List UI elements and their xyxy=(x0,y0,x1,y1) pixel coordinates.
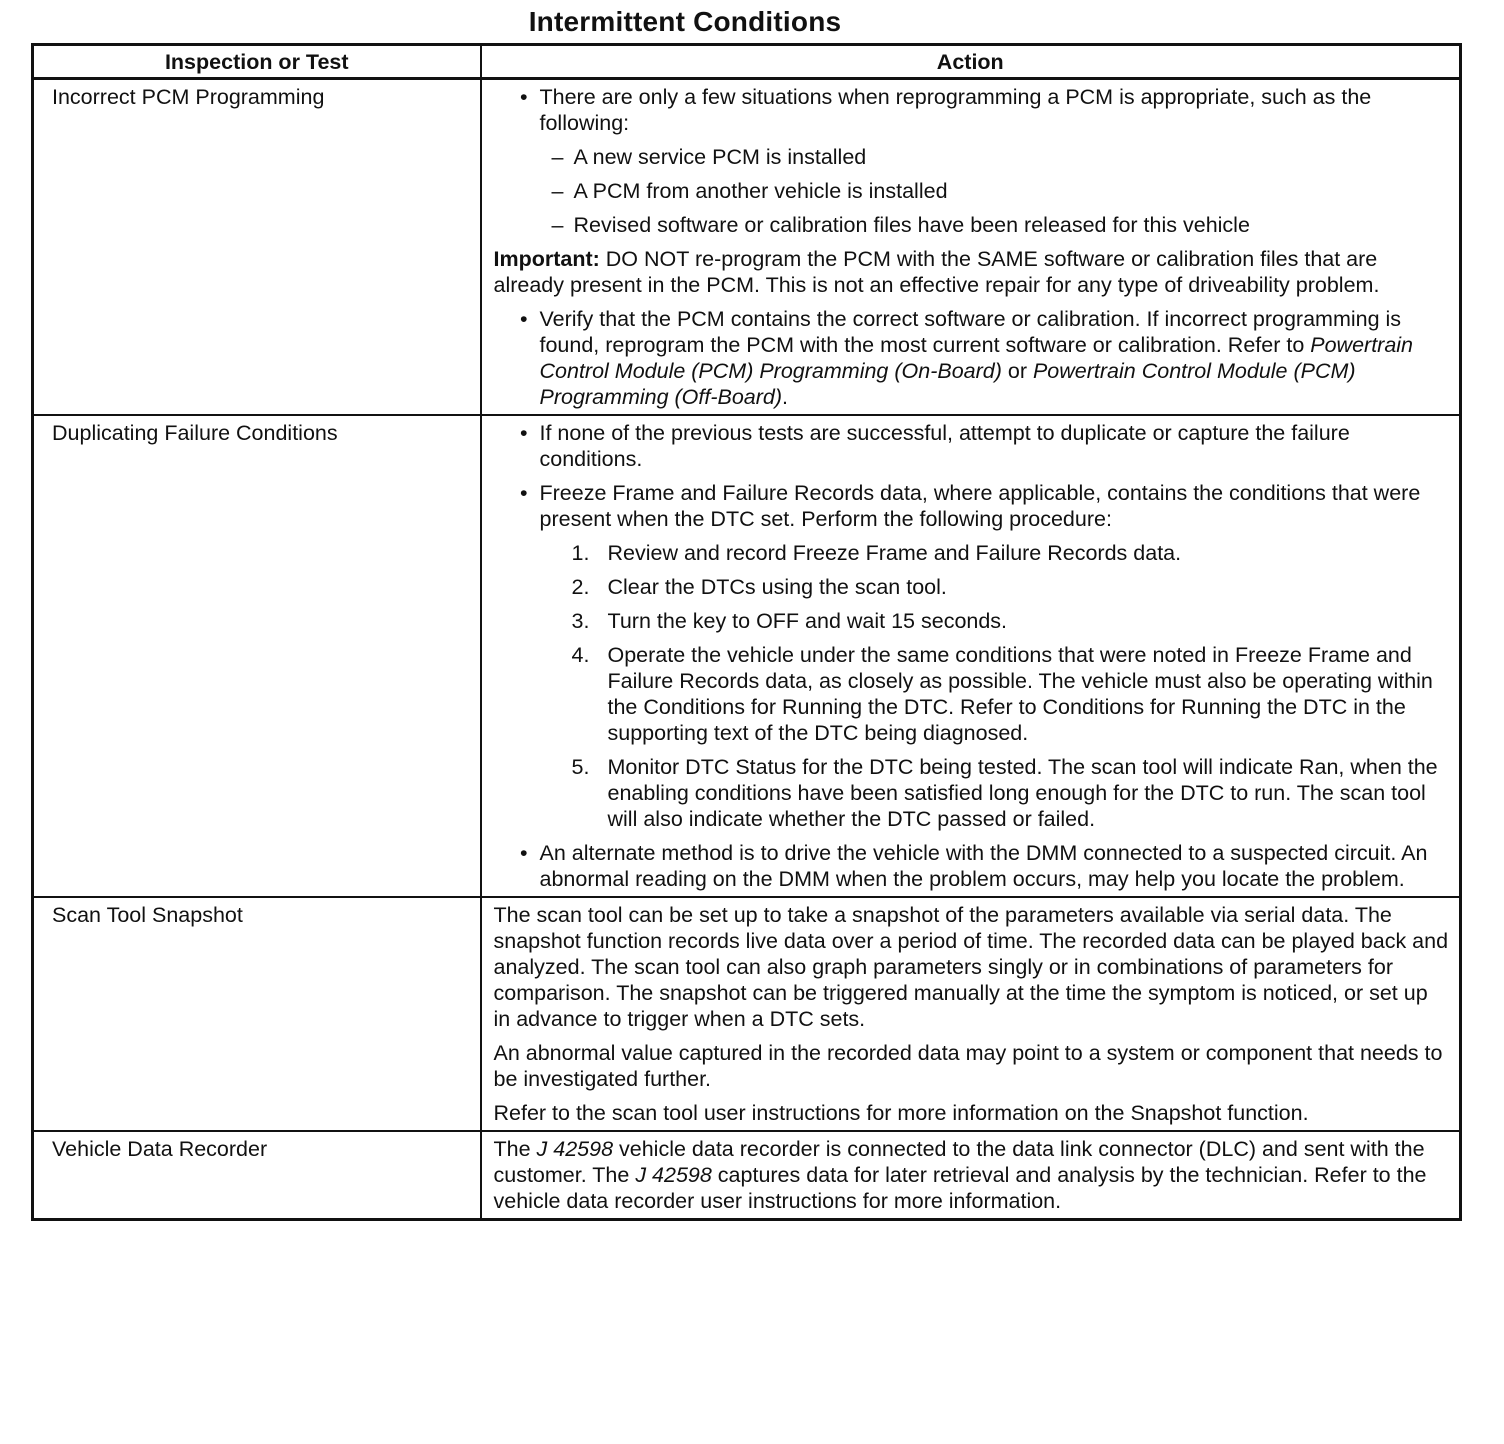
reference-link-off-board: Powertrain Control Module (PCM) Programming (Off-Board) xyxy=(539,359,1356,409)
list-item xyxy=(494,840,1450,892)
list-item xyxy=(494,178,1450,204)
dash-icon: – xyxy=(551,145,564,169)
bullet-icon: • xyxy=(519,307,528,331)
test-name: Incorrect PCM Programming xyxy=(33,79,481,416)
list-item xyxy=(494,144,1450,170)
bullet-text-part: or xyxy=(1001,359,1033,383)
paragraph: An abnormal value captured in the recorded data may point to a system or component that needs to be investigated further. xyxy=(493,1041,1443,1091)
procedure-step xyxy=(494,642,1450,746)
bullet-text xyxy=(540,306,1450,410)
procedure-step xyxy=(494,574,1450,600)
important-note xyxy=(494,246,1450,298)
procedure-step xyxy=(494,608,1450,634)
list-item xyxy=(494,306,1450,410)
list-item xyxy=(494,212,1450,238)
important-text: DO NOT re-program the PCM with the SAME software or calibration files that are already present in the PCM. This is not an effective repair for any type of driveability problem. xyxy=(493,247,1380,297)
list-item xyxy=(494,480,1450,532)
paragraph-part: vehicle data recorder is connected to the data link connector (DLC) and sent with the customer. The xyxy=(493,1137,1425,1187)
step-text: Monitor DTC Status for the DTC being tested. The scan tool will indicate Ran, when the enabling conditions have been satisfied long enough for the DTC to run. The scan tool will also indicate whether the DTC passed or failed. xyxy=(607,755,1438,831)
step-number: 4. xyxy=(571,643,590,667)
step-number: 5. xyxy=(571,755,590,779)
table-row xyxy=(33,415,1461,897)
step-number: 3. xyxy=(571,609,590,633)
step-text: Turn the key to OFF and wait 15 seconds. xyxy=(607,609,1008,633)
procedure-step xyxy=(494,540,1450,566)
step-text: Review and record Freeze Frame and Failure Records data. xyxy=(607,541,1182,565)
action-cell xyxy=(481,79,1461,416)
dash-text: A new service PCM is installed xyxy=(573,145,867,169)
dash-text: A PCM from another vehicle is installed xyxy=(573,179,948,203)
paragraph: The scan tool can be set up to take a snapshot of the parameters available via serial data. The snapshot function records live data over a period of time. The recorded data can be played back and analyzed. The scan tool can also graph parameters singly or in combinations of parameters for comparison. The snapshot can be triggered manually at the time the symptom is noticed, or set up in advance to trigger when a DTC sets. xyxy=(493,903,1449,1031)
test-name: Duplicating Failure Conditions xyxy=(33,415,481,897)
step-number: 1. xyxy=(571,541,590,565)
list-item xyxy=(494,420,1450,472)
table-row xyxy=(33,1131,1461,1220)
reference-link-on-board: Powertrain Control Module (PCM) Programming (On-Board) xyxy=(539,333,1414,383)
bullet-icon: • xyxy=(519,481,528,505)
bullet-text: An alternate method is to drive the vehicle with the DMM connected to a suspected circuit. An abnormal reading on the DMM when the problem occurs, may help you locate the problem. xyxy=(539,841,1428,891)
table-header-row xyxy=(33,45,1461,79)
action-cell xyxy=(481,415,1461,897)
page-title: Intermittent Conditions xyxy=(528,6,842,37)
bullet-text: There are only a few situations when reprogramming a PCM is appropriate, such as the following: xyxy=(539,85,1372,135)
step-number: 2. xyxy=(571,575,590,599)
list-item xyxy=(494,84,1450,136)
bullet-icon: • xyxy=(519,841,528,865)
table-row xyxy=(33,79,1461,416)
bullet-icon: • xyxy=(519,421,528,445)
bullet-text: Freeze Frame and Failure Records data, where applicable, contains the conditions that were present when the DTC set. Perform the following procedure: xyxy=(539,481,1421,531)
paragraph xyxy=(494,1136,1450,1214)
test-name: Scan Tool Snapshot xyxy=(33,897,481,1131)
procedure-step xyxy=(494,754,1450,832)
test-name: Vehicle Data Recorder xyxy=(33,1131,481,1220)
action-cell xyxy=(481,897,1461,1131)
bullet-icon: • xyxy=(519,85,528,109)
paragraph-part: The xyxy=(493,1137,537,1161)
dash-icon: – xyxy=(551,179,564,203)
dash-icon: – xyxy=(551,213,564,237)
tool-number: J 42598 xyxy=(536,1137,614,1161)
intermittent-conditions-table xyxy=(31,43,1462,1221)
step-text: Operate the vehicle under the same conditions that were noted in Freeze Frame and Failure Records data, as closely as possible. The vehicle must also be operating within the Conditions for Running the DTC. Refer to Conditions for Running the DTC in the supporting text of the DTC being diagnosed. xyxy=(607,643,1433,745)
bullet-text-part: Verify that the PCM contains the correct software or calibration. If incorrect programming is found, reprogram the PCM with the most current software or calibration. Refer to xyxy=(539,307,1402,357)
header-inspection-or-test: Inspection or Test xyxy=(33,45,481,79)
table-row xyxy=(33,897,1461,1131)
action-cell xyxy=(481,1131,1461,1220)
bullet-text-part: . xyxy=(782,385,789,409)
step-text: Clear the DTCs using the scan tool. xyxy=(607,575,947,599)
important-label: Important: xyxy=(493,247,600,271)
paragraph-part: captures data for later retrieval and analysis by the technician. Refer to the vehicle data recorder user instructions for more information. xyxy=(493,1163,1427,1213)
tool-number: J 42598 xyxy=(635,1163,712,1187)
bullet-text: If none of the previous tests are successful, attempt to duplicate or capture the failure conditions. xyxy=(539,421,1350,471)
header-action: Action xyxy=(481,45,1461,79)
paragraph: Refer to the scan tool user instructions for more information on the Snapshot function. xyxy=(493,1101,1309,1125)
dash-text: Revised software or calibration files have been released for this vehicle xyxy=(573,213,1250,237)
